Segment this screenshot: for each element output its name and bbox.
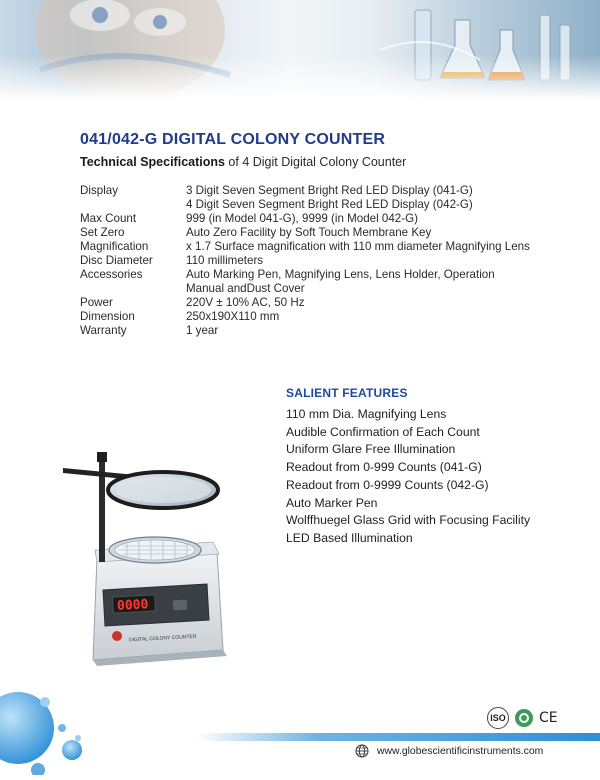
feature-item: Readout from 0-999 Counts (041-G)	[286, 460, 482, 475]
spec-value: 3 Digit Seven Segment Bright Red LED Display (041-G)	[186, 184, 473, 197]
spec-value: x 1.7 Surface magnification with 110 mm diameter Magnifying Lens	[186, 240, 530, 253]
specs-subtitle-bold: Technical Specifications	[80, 155, 225, 169]
spec-row	[80, 254, 576, 268]
spec-label: Magnification	[80, 240, 149, 253]
quality-seal-icon	[514, 708, 534, 728]
spec-row	[80, 282, 576, 296]
colony-counter-product-photo	[55, 450, 270, 670]
spec-label: Disc Diameter	[80, 254, 153, 267]
spec-row	[80, 226, 576, 240]
spec-label: Dimension	[80, 310, 135, 323]
panel-label: DIGITAL COLONY COUNTER	[128, 633, 197, 644]
feature-item: LED Based Illumination	[286, 530, 413, 545]
spec-value: 999 (in Model 041-G), 9999 (in Model 042-G)	[186, 212, 418, 225]
spec-value: Auto Zero Facility by Soft Touch Membrane Key	[186, 226, 432, 239]
feature-item: Readout from 0-9999 Counts (042-G)	[286, 477, 489, 492]
spec-row	[80, 324, 576, 338]
spec-label: Set Zero	[80, 226, 125, 239]
specs-subtitle-rest: of 4 Digit Digital Colony Counter	[224, 155, 407, 169]
spec-row	[80, 296, 576, 310]
spec-label: Accessories	[80, 268, 143, 281]
feature-item: Uniform Glare Free Illumination	[286, 442, 456, 457]
spec-value: 1 year	[186, 324, 219, 337]
feature-item: 110 mm Dia. Magnifying Lens	[286, 407, 447, 421]
spec-row	[80, 268, 576, 282]
feature-item: Wolffhuegel Glass Grid with Focusing Facility	[286, 513, 531, 528]
certification-logos	[487, 707, 558, 729]
spec-row	[80, 198, 576, 212]
website-link[interactable]: www.globescientificinstruments.com	[377, 745, 544, 757]
salient-features	[286, 386, 530, 548]
footer-accent-bar	[196, 733, 600, 741]
decorative-bubbles	[0, 688, 110, 775]
spec-label: Display	[80, 184, 119, 197]
globe-icon	[355, 744, 369, 758]
header-banner-image	[0, 0, 600, 100]
spec-value: 110 millimeters	[186, 254, 264, 267]
spec-value: Manual andDust Cover	[186, 282, 305, 295]
specs-subtitle	[80, 155, 406, 169]
spec-value: 220V ± 10% AC, 50 Hz	[186, 296, 305, 309]
feature-item: Audible Confirmation of Each Count	[286, 424, 480, 439]
spec-value: 250x190X110 mm	[186, 310, 280, 323]
specifications-table	[80, 184, 576, 338]
bubble-decoration	[0, 688, 110, 775]
spec-value: 4 Digit Seven Segment Bright Red LED Display (042-G)	[186, 198, 473, 211]
colony-counter-illustration	[55, 450, 270, 670]
spec-label: Warranty	[80, 324, 127, 337]
spec-row	[80, 310, 576, 324]
spec-row	[80, 212, 576, 226]
spec-row	[80, 240, 576, 254]
spec-row	[80, 184, 576, 198]
spec-label	[80, 198, 186, 212]
spec-value: Auto Marking Pen, Magnifying Lens, Lens Holder, Operation	[186, 268, 495, 281]
ce-mark-icon: CE	[539, 710, 558, 726]
spec-label: Power	[80, 296, 113, 309]
spec-label: Max Count	[80, 212, 137, 225]
footer-website	[355, 744, 543, 758]
spec-label	[80, 282, 186, 296]
iso-certification-icon: ISO	[487, 707, 509, 729]
page-title: 041/042-G DIGITAL COLONY COUNTER	[80, 131, 386, 148]
features-heading: SALIENT FEATURES	[286, 386, 408, 400]
counter-led-display: 0000	[116, 597, 149, 614]
feature-item: Auto Marker Pen	[286, 495, 378, 510]
